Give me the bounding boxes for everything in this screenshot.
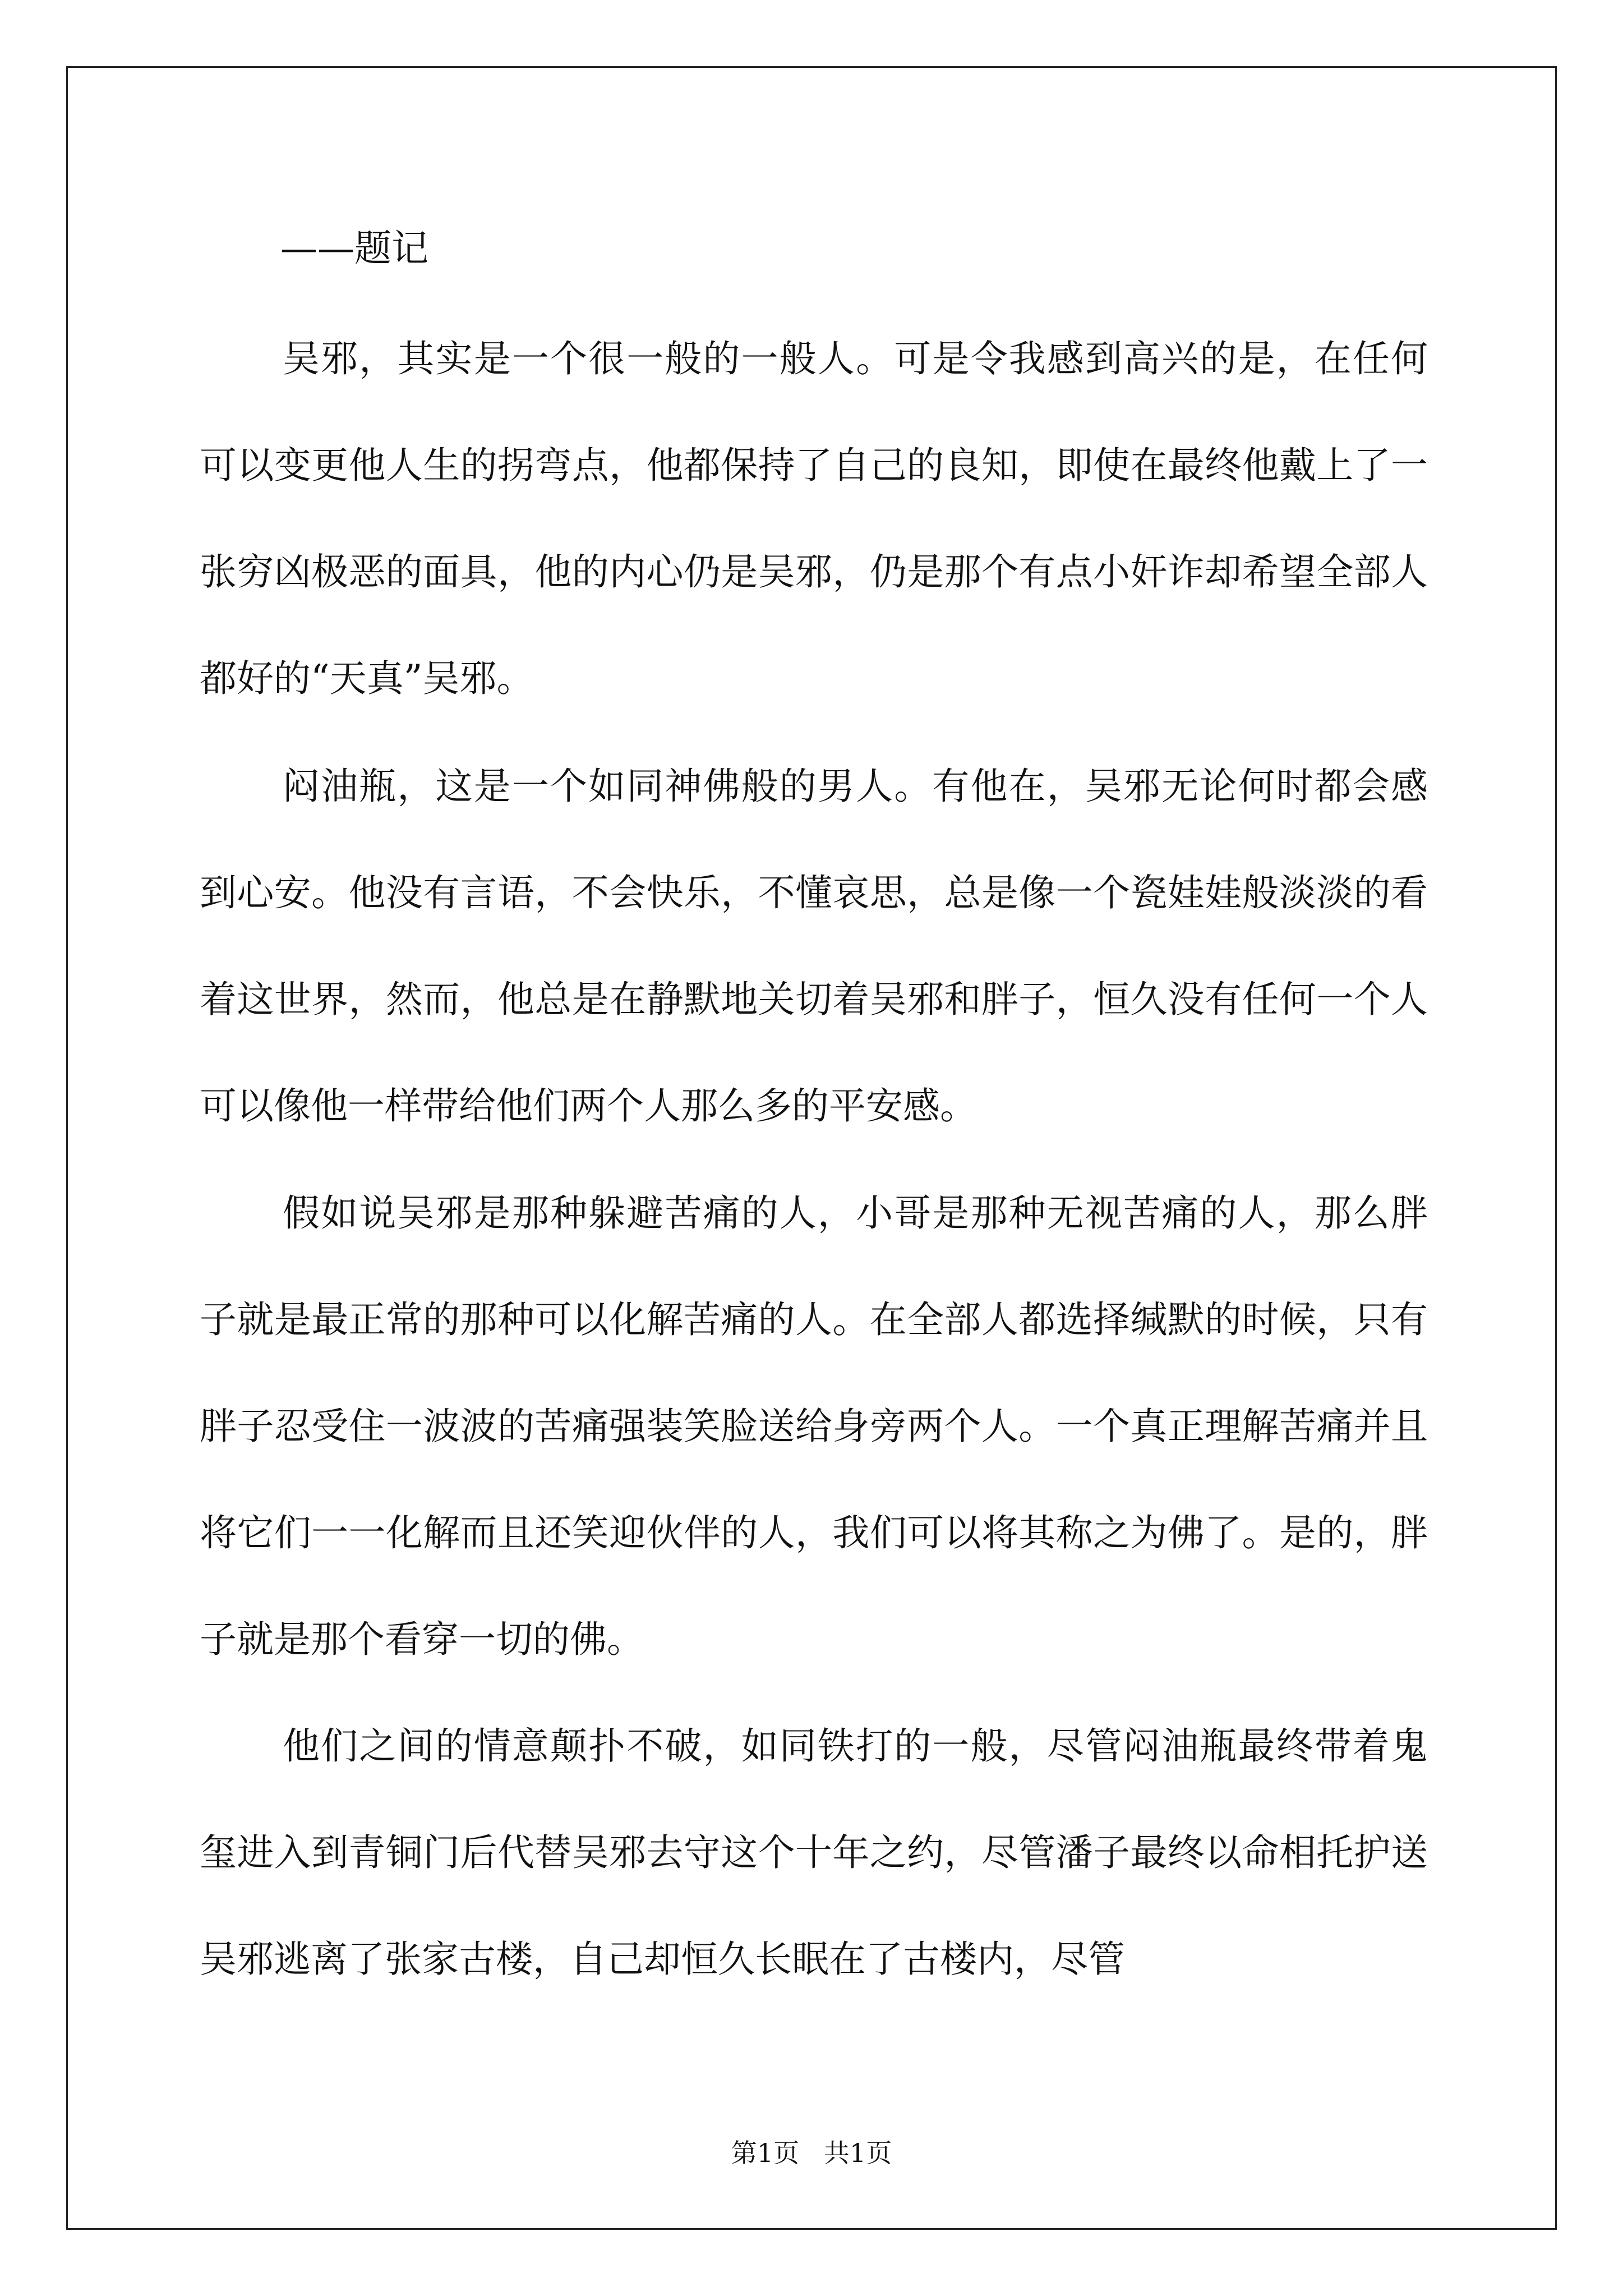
- page-footer: 第1页 共1页: [731, 2138, 892, 2168]
- epigraph-label: ——题记: [280, 227, 428, 270]
- paragraph-men-you-ping: 闷油瓶，这是一个如同神佛般的男人。有他在，吴邪无论何时都会感到心安。他没有言语，不会快乐，不懂哀思，总是像一个瓷娃娃般淡淡的看着这世界，然而，他总是在静默地关切着吴邪和胖子，恒久没有任何一个人可以像他一样带给他们两个人那么多的平安感。: [200, 765, 1428, 1128]
- paragraph-wu-xie: 吴邪，其实是一个很一般的一般人。可是令我感到高兴的是，在任何可以变更他人生的拐弯点，他都保持了自己的良知，即使在最终他戴上了一张穷凶极恶的面具，他的内心仍是吴邪，仍是那个有点小奸诈却希望全部人都好的“天真”吴邪。: [200, 337, 1428, 700]
- paragraph-pang-zi: 假如说吴邪是那种躲避苦痛的人，小哥是那种无视苦痛的人，那么胖子就是最正常的那种可以化解苦痛的人。在全部人都选择缄默的时候，只有胖子忍受住一波波的苦痛强装笑脸送给身旁两个人。一个真正理解苦痛并且将它们一一化解而且还笑迎伙伴的人，我们可以将其称之为佛了。是的，胖子就是那个看穿一切的佛。: [200, 1191, 1428, 1661]
- paragraph-friendship: 他们之间的情意颠扑不破，如同铁打的一般，尽管闷油瓶最终带着鬼玺进入到青铜门后代替吴邪去守这个十年之约，尽管潘子最终以命相托护送吴邪逃离了张家古楼，自己却恒久长眠在了古楼内，尽管: [200, 1724, 1428, 1981]
